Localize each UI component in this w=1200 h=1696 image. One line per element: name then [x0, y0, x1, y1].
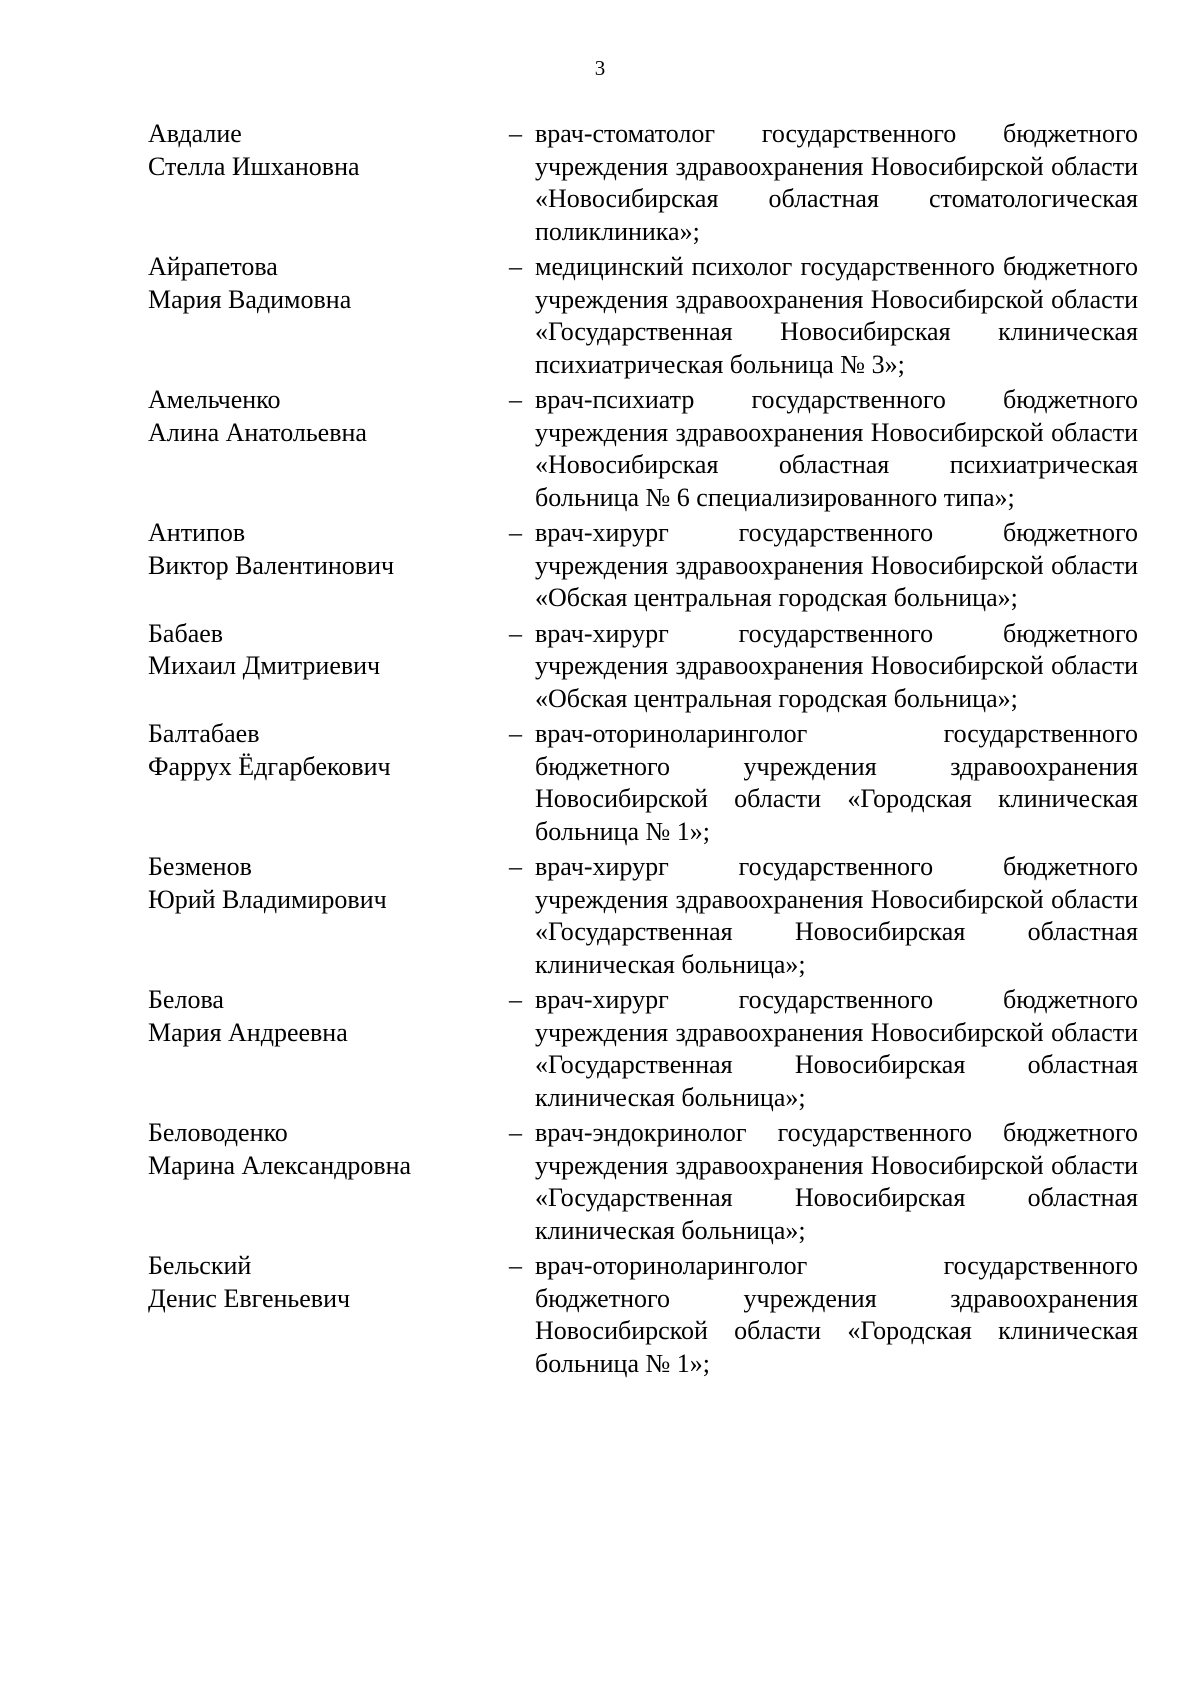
surname: Безменов — [148, 852, 252, 881]
person-name — [148, 984, 509, 1049]
position-description: врач-оториноларинголог государственного бюджетного учреждения здравоохранения Новосибирской области «Городская клиническая больница № 1»; — [535, 719, 1138, 846]
dash: – — [509, 385, 522, 414]
given-names: Юрий Владимирович — [148, 884, 387, 914]
list-item — [148, 851, 1138, 981]
dash: – — [509, 252, 522, 281]
list-item — [148, 517, 1138, 615]
list-item — [148, 1250, 1138, 1380]
position-description: врач-эндокринолог государственного бюджетного учреждения здравоохранения Новосибирской области «Государственная Новосибирская областная клиническая больница»; — [535, 1118, 1138, 1245]
surname: Балтабаев — [148, 719, 260, 748]
person-name — [148, 1250, 509, 1315]
position-description: врач-оториноларинголог государственного бюджетного учреждения здравоохранения Новосибирской области «Городская клиническая больница № 1»; — [535, 1251, 1138, 1378]
list-item — [148, 984, 1138, 1114]
list-item — [148, 118, 1138, 248]
person-name — [148, 384, 509, 449]
dash: – — [509, 119, 522, 148]
given-names: Алина Анатольевна — [148, 417, 367, 447]
given-names: Стелла Ишхановна — [148, 151, 360, 181]
dash: – — [509, 1251, 522, 1280]
person-name — [148, 851, 509, 916]
surname: Айрапетова — [148, 252, 278, 281]
surname: Бельский — [148, 1251, 252, 1280]
surname: Амельченко — [148, 385, 281, 414]
person-name — [148, 1117, 509, 1182]
list-item — [148, 384, 1138, 514]
dash: – — [509, 985, 522, 1014]
appointees-list — [148, 118, 1138, 1383]
page-number: 3 — [594, 56, 606, 80]
given-names: Мария Андреевна — [148, 1017, 348, 1047]
surname: Антипов — [148, 518, 246, 547]
position-description: врач-стоматолог государственного бюджетного учреждения здравоохранения Новосибирской области «Новосибирская областная стоматологическая поликлиника»; — [535, 119, 1138, 246]
position-description: врач-хирург государственного бюджетного учреждения здравоохранения Новосибирской области «Обская центральная городская больница»; — [535, 618, 1138, 713]
given-names: Мария Вадимовна — [148, 284, 352, 314]
dash: – — [509, 518, 522, 547]
position-description: врач-психиатр государственного бюджетного учреждения здравоохранения Новосибирской области «Новосибирская областная психиатрическая больница № 6 специализированного типа»; — [535, 385, 1138, 512]
given-names: Виктор Валентинович — [148, 550, 395, 580]
surname: Авдалие — [148, 119, 242, 148]
person-name — [148, 718, 509, 783]
list-item — [148, 251, 1138, 381]
position-description: врач-хирург государственного бюджетного учреждения здравоохранения Новосибирской области «Государственная Новосибирская областная клиническая больница»; — [535, 985, 1138, 1112]
dash: – — [509, 852, 522, 881]
position-description: медицинский психолог государственного бюджетного учреждения здравоохранения Новосибирской области «Государственная Новосибирская клиническая психиатрическая больница № 3»; — [535, 252, 1138, 379]
position-description: врач-хирург государственного бюджетного учреждения здравоохранения Новосибирской области «Государственная Новосибирская областная клиническая больница»; — [535, 852, 1138, 979]
dash: – — [509, 1118, 522, 1147]
given-names: Марина Александровна — [148, 1150, 412, 1180]
list-item — [148, 718, 1138, 848]
surname: Беловоденко — [148, 1118, 288, 1147]
given-names: Денис Евгеньевич — [148, 1283, 351, 1313]
person-name — [148, 517, 509, 582]
position-description: врач-хирург государственного бюджетного учреждения здравоохранения Новосибирской области «Обская центральная городская больница»; — [535, 518, 1138, 612]
surname: Бабаев — [148, 618, 224, 648]
person-name — [148, 618, 509, 683]
dash: – — [509, 618, 522, 648]
given-names: Михаил Дмитриевич — [148, 651, 381, 680]
dash: – — [509, 719, 522, 748]
given-names: Фаррух Ёдгарбекович — [148, 751, 391, 781]
surname: Белова — [148, 985, 224, 1014]
list-item — [148, 618, 1138, 716]
person-name — [148, 251, 509, 316]
list-item — [148, 1117, 1138, 1247]
person-name — [148, 118, 509, 183]
